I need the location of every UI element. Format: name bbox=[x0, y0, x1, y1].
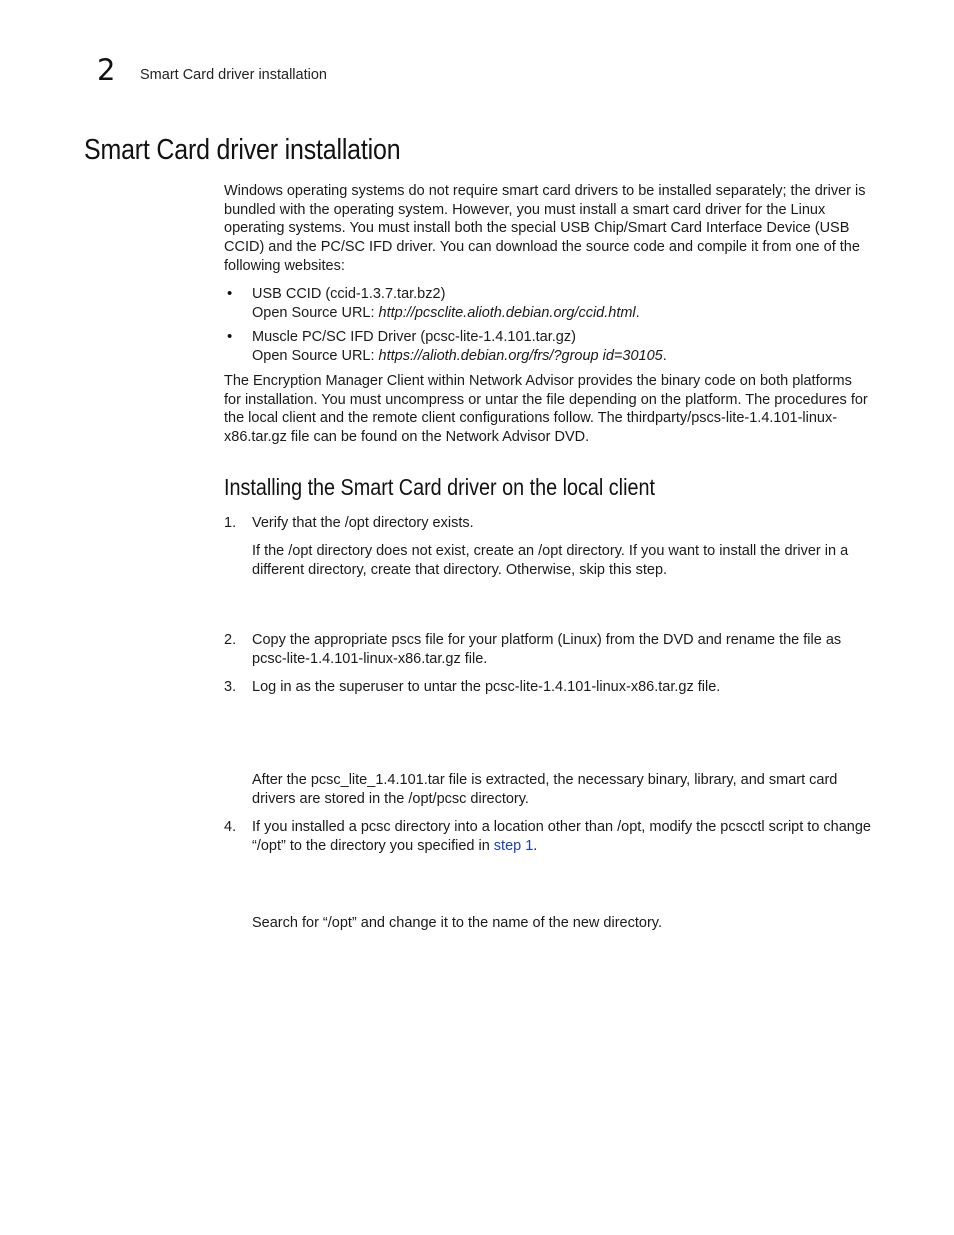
step-number: 3. bbox=[224, 679, 237, 695]
bullet-item-url-line bbox=[252, 347, 874, 366]
bullet-item-name: USB CCID (ccid-1.3.7.tar.bz2) bbox=[252, 286, 446, 302]
intro-paragraph: Windows operating systems do not require smart card drivers to be installed separately; the driver is bundled with the operating system. However, you must install a smart card driver for the Linux operating systems. You must install both the special USB Chip/Smart Card Interface Device (USB CCID) and the PC/SC IFD driver. You can download the source code and compile it from one of the following websites: bbox=[224, 183, 866, 274]
step-number: 4. bbox=[224, 819, 237, 835]
step-number: 1. bbox=[224, 515, 237, 531]
step-1-link[interactable]: step 1 bbox=[493, 837, 534, 854]
step-4-text-after-link: . bbox=[533, 837, 538, 854]
running-header-title: Smart Card driver installation bbox=[140, 67, 327, 83]
bullet-item-muscle-pcsc bbox=[252, 328, 874, 365]
section-heading: Installing the Smart Card driver on the local client bbox=[224, 474, 655, 500]
url-suffix: . bbox=[662, 347, 667, 364]
step-4-text-before-link: If you installed a pcsc directory into a location other than /opt, modify the pcscctl script to change “/opt” to the directory you specified in bbox=[252, 819, 871, 854]
bullet-item-name: Muscle PC/SC IFD Driver (pcsc-lite-1.4.101.tar.gz) bbox=[252, 329, 576, 345]
source-url: https://alioth.debian.org/frs/?group id=30105 bbox=[378, 347, 663, 364]
source-url: http://pcsclite.alioth.debian.org/ccid.html bbox=[378, 304, 636, 321]
step-3-text: Log in as the superuser to untar the pcsc-lite-1.4.101-linux-x86.tar.gz file. bbox=[252, 679, 721, 695]
page-title: Smart Card driver installation bbox=[84, 134, 401, 166]
step-2-text: Copy the appropriate pscs file for your platform (Linux) from the DVD and rename the file as pcsc-lite-1.4.101-linux-x86.tar.gz file. bbox=[252, 632, 842, 667]
bullet-marker: • bbox=[227, 328, 233, 345]
bullet-marker: • bbox=[227, 285, 233, 302]
chapter-number: 2 bbox=[97, 53, 116, 87]
bullet-item-usb-ccid bbox=[252, 285, 874, 322]
step-number: 2. bbox=[224, 632, 237, 648]
step-4-detail: Search for “/opt” and change it to the name of the new directory. bbox=[252, 915, 662, 931]
bullet-item-url-line bbox=[252, 304, 874, 323]
url-suffix: . bbox=[635, 304, 640, 321]
step-1-text: Verify that the /opt directory exists. bbox=[252, 515, 474, 531]
step-1-detail: If the /opt directory does not exist, create an /opt directory. If you want to install the driver in a different directory, create that directory. Otherwise, skip this step. bbox=[252, 543, 849, 578]
binary-code-paragraph: The Encryption Manager Client within Network Advisor provides the binary code on both platforms for installation. You must uncompress or untar the file depending on the platform. The procedures for the local client and the remote client configurations follow. The thirdparty/pscs-lite-1.4.101-linux-x86.tar.gz file can be found on the Network Advisor DVD. bbox=[224, 373, 868, 446]
step-3-detail: After the pcsc_lite_1.4.101.tar file is extracted, the necessary binary, library, and smart card drivers are stored in the /opt/pcsc directory. bbox=[252, 772, 838, 807]
step-4-text bbox=[252, 818, 874, 855]
url-label: Open Source URL: bbox=[252, 304, 379, 321]
url-label: Open Source URL: bbox=[252, 347, 379, 364]
